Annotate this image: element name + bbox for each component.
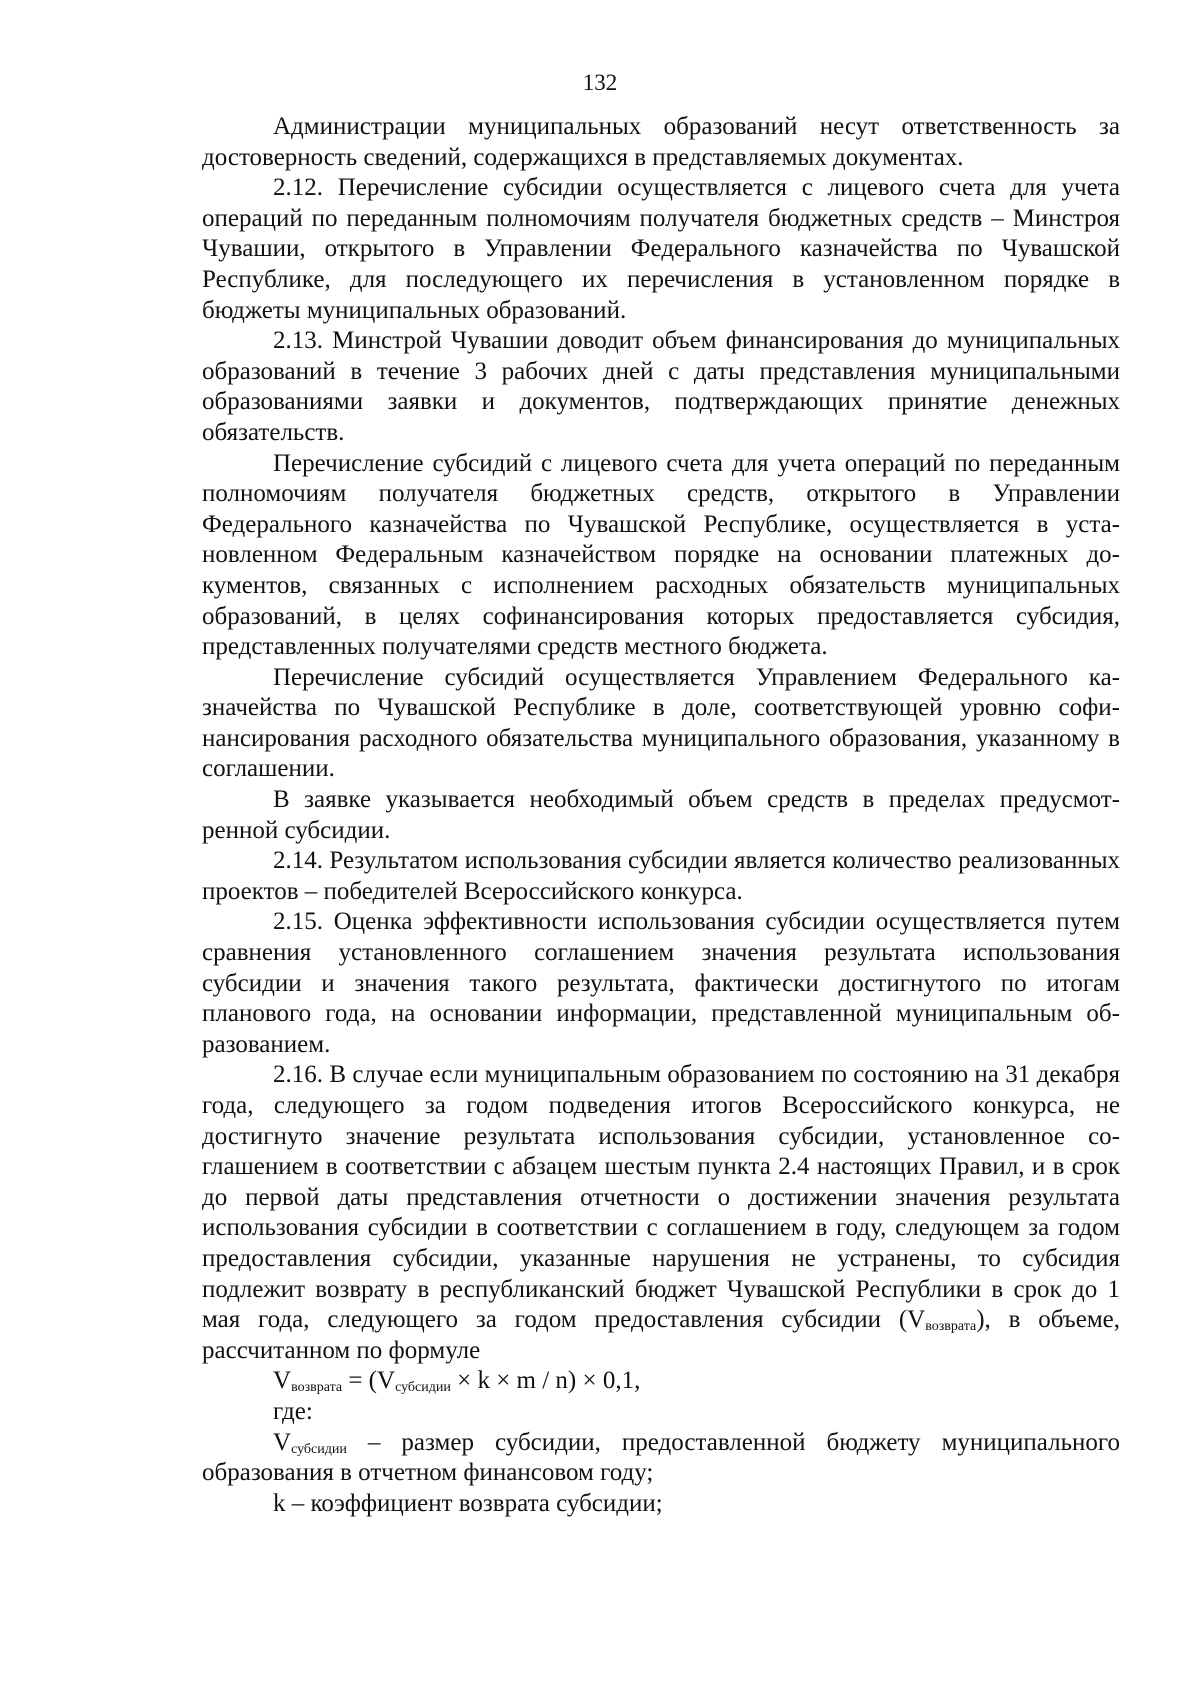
paragraph-2-16-tail: ), в объеме, рассчитанном по формуле: [202, 1306, 1120, 1364]
formula-sub-subsidy: субсидии: [395, 1380, 451, 1396]
paragraph-transfer-share: Перечисление субсидий осуществляется Управлением Федерального казначейства по Чувашской Республике в доле, соответствующей уровню софинансирования расходного обязательства муниципального образования, указанному в соглашении.: [202, 663, 1120, 783]
formula-v: V: [273, 1367, 292, 1395]
document-body: [202, 112, 1120, 1519]
where-label: где:: [273, 1397, 313, 1425]
formula-eq: = (V: [342, 1367, 396, 1395]
paragraph-2-15: 2.15. Оценка эффективности использования субсидии осуществляется путем сравнения установленного соглашением значения результата использования субсидии и значения такого результата, фактически достигнутого по итогам планового года, на основании информации, представленной муниципальным образованием.: [202, 908, 1120, 1058]
paragraph-2-16: [202, 1060, 1120, 1366]
paragraph-2-12: 2.12. Перечисление субсидии осуществляется с лицевого счета для учета операций по переданным полномочиям получателя бюджетных средств – Минстроя Чувашии, открытого в Управлении Федерального казначейства по Чувашской Республике, для последующего их перечисления в установленном порядке в бюджеты муниципальных образований.: [202, 174, 1120, 324]
definition-v-text: – размер субсидии, предоставленной бюджету муниципального образования в отчетном финансовом году;: [202, 1428, 1120, 1487]
definition-v-subsidy: [202, 1428, 1120, 1489]
paragraph-2-16-text: 2.16. В случае если муниципальным образованием по состоянию на 31 декабря года, следующего за годом подведения итогов Всероссийского конкурса, не достигнуто значение результата использования субсидии, установленное соглашением в соответствии с абзацем шестым пункта 2.4 настоящих Правил, и в срок до первой даты представления отчетности о достижении значения результата использования субсидии в соответствии с соглашением в году, следующем за годом предоставления субсидии, указанные нарушения не устранены, то субсидия подлежит возврату в республиканский бюджет Чувашской Республики в срок до 1 мая года, следующего за годом предоставления субсидии (V: [202, 1061, 1120, 1334]
return-formula: [202, 1366, 1120, 1397]
paragraph-2-14: 2.14. Результатом использования субсидии является количество реализованных проектов – победителей Всероссийского конкурса.: [202, 847, 1120, 905]
subscript-return: возврата: [925, 1319, 977, 1335]
page-number: 132: [582, 70, 618, 95]
formula-sub-return: возврата: [291, 1380, 343, 1396]
definition-k: k – коэффициент возврата субсидии;: [273, 1489, 663, 1517]
definition-sub-subsidy: субсидии: [291, 1441, 347, 1457]
paragraph-responsibility: Администрации муниципальных образований несут ответственность за достоверность сведений, содержащихся в представляемых документах.: [202, 113, 1120, 171]
paragraph-application: В заявке указывается необходимый объем средств в пределах предусмотренной субсидии.: [202, 786, 1120, 844]
formula-rest: × k × m / n) × 0,1,: [450, 1367, 641, 1395]
definition-v: V: [273, 1428, 292, 1456]
paragraph-transfer-subsidies: Перечисление субсидий с лицевого счета для учета операций по переданным полномочиям получателя бюджетных средств, открытого в Управлении Федерального казначейства по Чувашской Республике, осуществляется в установленном Федеральным казначейством порядке на основании платежных документов, связанных с исполнением расходных обязательств муниципальных образований, в целях софинансирования которых предоставляется субсидия, представленных получателями средств местного бюджета.: [202, 449, 1120, 661]
paragraph-2-13: 2.13. Минстрой Чувашии доводит объем финансирования до муниципальных образований в течение 3 рабочих дней с даты представления муниципальными образованиями заявки и документов, подтверждающих принятие денежных обязательств.: [202, 327, 1120, 446]
